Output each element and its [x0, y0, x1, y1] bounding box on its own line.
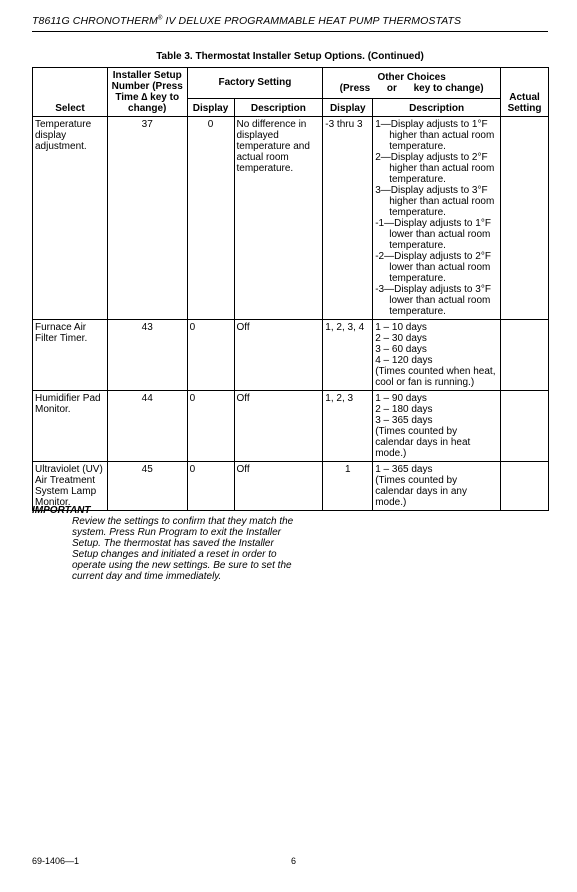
document-number: 69-1406—1 — [32, 856, 80, 866]
page-header — [32, 15, 548, 32]
choice-note: (Times counted by calendar days in any mode.) — [375, 475, 467, 508]
registered-mark: ® — [157, 15, 163, 22]
choice-line: 2 – 180 days — [375, 404, 433, 415]
cell-other-description — [373, 462, 501, 511]
choice-line: -3—Display adjusts to 3°F lower than actual room temperature. — [375, 284, 491, 317]
other-choices-title: Other Choices — [377, 71, 446, 83]
cell-other-description — [373, 391, 501, 462]
choice-line: 2—Display adjusts to 2°F higher than actual room temperature. — [375, 152, 495, 185]
cell-number: 37 — [107, 117, 187, 320]
header-title-pre: T8611G CHRONOTHERM — [32, 15, 158, 27]
header-title-post: IV DELUXE PROGRAMMABLE HEAT PUMP THERMOSTATS — [162, 15, 462, 27]
cell-number: 43 — [107, 320, 187, 391]
cell-other-display: -3 thru 3 — [323, 117, 373, 320]
cell-factory-display: 0 — [187, 320, 234, 391]
col-header-factory-setting: Factory Setting — [187, 68, 323, 99]
page-number: 6 — [291, 856, 297, 866]
cell-factory-description: Off — [234, 391, 323, 462]
cell-other-display: 1, 2, 3 — [323, 391, 373, 462]
choice-line: 1 – 10 days — [375, 322, 427, 333]
choice-line: 1 – 90 days — [375, 393, 427, 404]
cell-factory-description: Off — [234, 320, 323, 391]
table-row — [33, 391, 549, 462]
choice-line: 1—Display adjusts to 1°F higher than actual room temperature. — [375, 119, 495, 152]
choice-line: 3—Display adjusts to 3°F higher than actual room temperature. — [375, 185, 495, 218]
setup-options-table — [32, 67, 549, 511]
cell-other-description — [373, 320, 501, 391]
col-header-other-description: Description — [373, 98, 501, 116]
cell-number: 44 — [107, 391, 187, 462]
choice-line: 1 – 365 days — [375, 464, 433, 475]
cell-select: Ultraviolet (UV) Air Treatment System Lamp Monitor. — [33, 462, 108, 511]
choice-line: 3 – 365 days — [375, 415, 433, 426]
important-text: Review the settings to confirm that they match the system. Press Run Program to exit the Installer Setup. The thermostat has saved the Installer Setup changes and initiated a reset in order to operate using the new settings. Be sure to set the current day and time immediately. — [72, 516, 294, 582]
cell-select: Humidifier Pad Monitor. — [33, 391, 108, 462]
col-header-factory-display: Display — [187, 98, 234, 116]
table-title: Table 3. Thermostat Installer Setup Options. (Continued) — [156, 51, 424, 62]
cell-factory-display: 0 — [187, 462, 234, 511]
other-choices-subtitle: (Press or key to change) — [339, 82, 484, 94]
cell-factory-display: 0 — [187, 117, 234, 320]
choice-line: -2—Display adjusts to 2°F lower than actual room temperature. — [375, 251, 491, 284]
cell-actual-setting — [501, 462, 549, 511]
choice-line: -1—Display adjusts to 1°F lower than actual room temperature. — [375, 218, 491, 251]
cell-actual-setting — [501, 320, 549, 391]
important-label: IMPORTANT — [32, 505, 91, 516]
col-header-other-display: Display — [323, 98, 373, 116]
col-header-actual-setting: Actual Setting — [501, 68, 549, 117]
cell-other-display: 1 — [323, 462, 373, 511]
cell-other-description — [373, 117, 501, 320]
cell-factory-description: No difference in displayed temperature and actual room temperature. — [234, 117, 323, 320]
cell-number: 45 — [107, 462, 187, 511]
col-header-installer-number: Installer Setup Number (Press Time ∆ key to change) — [107, 68, 187, 117]
col-header-other-choices — [323, 68, 501, 99]
cell-other-display: 1, 2, 3, 4 — [323, 320, 373, 391]
table-row — [33, 462, 549, 511]
choice-line: 3 – 60 days — [375, 344, 427, 355]
cell-factory-display: 0 — [187, 391, 234, 462]
cell-actual-setting — [501, 391, 549, 462]
cell-select: Temperature display adjustment. — [33, 117, 108, 320]
choice-note: (Times counted when heat, cool or fan is running.) — [375, 366, 496, 388]
table-row — [33, 117, 549, 320]
col-header-select: Select — [33, 68, 108, 117]
choice-note: (Times counted by calendar days in heat mode.) — [375, 426, 471, 459]
cell-actual-setting — [501, 117, 549, 320]
cell-select: Furnace Air Filter Timer. — [33, 320, 108, 391]
cell-factory-description: Off — [234, 462, 323, 511]
choice-line: 4 – 120 days — [375, 355, 433, 366]
choice-line: 2 – 30 days — [375, 333, 427, 344]
table-row — [33, 320, 549, 391]
col-header-factory-description: Description — [234, 98, 323, 116]
